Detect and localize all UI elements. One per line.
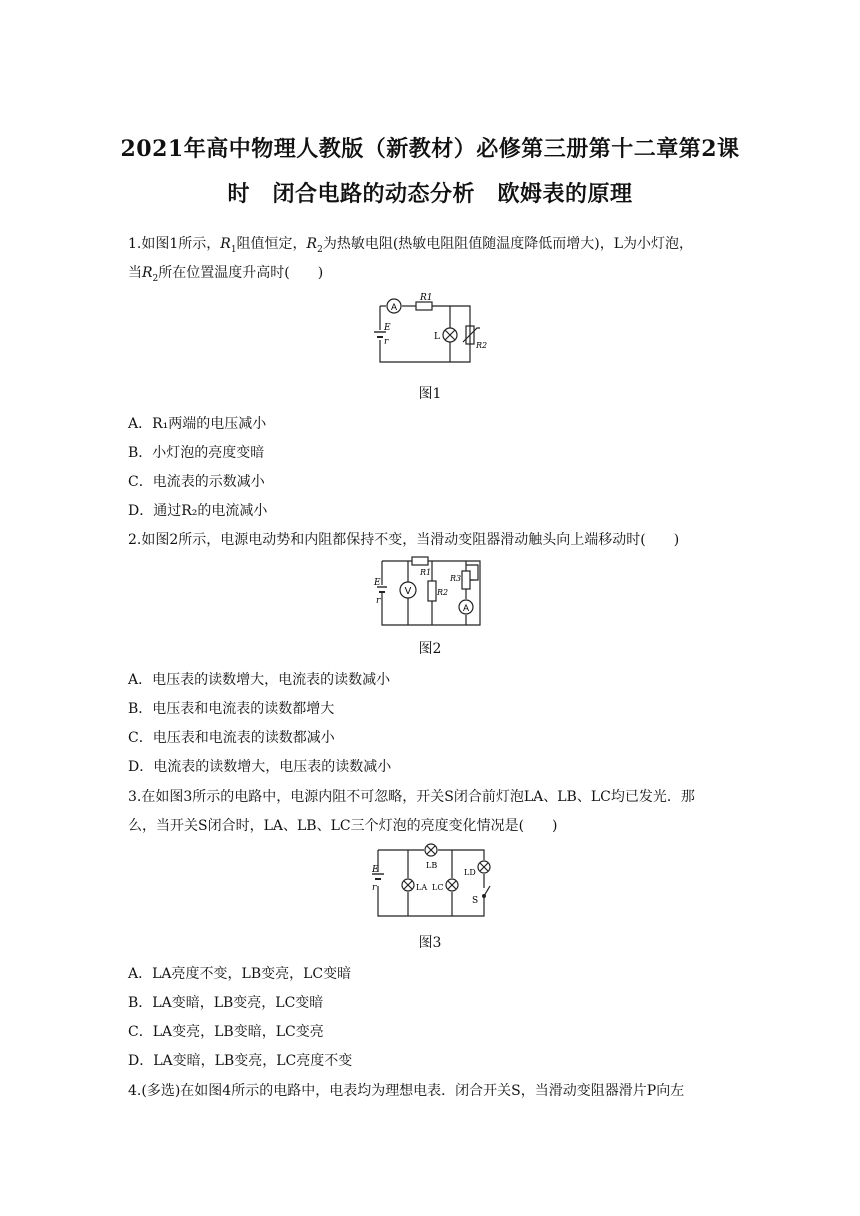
fig3-la-label: LA: [416, 883, 428, 892]
q1-stem-line-2: 当$R_2$所在位置温度升高时( ): [128, 265, 324, 284]
fig1-r1-label: R1: [420, 293, 433, 303]
q2-option-a: A．电压表的读数增大，电流表的读数减小: [128, 672, 391, 688]
q2-option-c: C．电压表和电流表的读数都减小: [128, 730, 335, 746]
q1-option-c: C．电流表的示数减小: [128, 474, 265, 490]
fig2-r3-label: R3: [450, 574, 462, 583]
q1-option-b: B．小灯泡的亮度变暗: [128, 445, 265, 461]
q3-stem-line-2: 么，当开关S闭合时，LA、LB、LC三个灯泡的亮度变化情况是( ): [128, 818, 558, 834]
fig3-r-label: r: [372, 883, 377, 893]
fig2-ammeter-label: A: [462, 603, 470, 613]
q1-stem-part: 1.如图1所示，: [128, 236, 221, 252]
fig2-r-label: r: [376, 596, 381, 606]
q1-stem-line-1: 1.如图1所示，$R_1$阻值恒定，$R_2$为热敏电阻(热敏电阻阻值随温度降低而增大)，L为小灯泡，: [128, 236, 694, 255]
figure-2-caption: 图2: [418, 641, 442, 657]
q2-option-b: B．电压表和电流表的读数都增大: [128, 701, 335, 717]
fig1-ammeter-label: A: [390, 302, 398, 312]
q3-option-c: C．LA变亮，LB变暗，LC变亮: [128, 1024, 324, 1040]
q1-stem-part: 当: [128, 265, 142, 281]
q3-option-a: A．LA亮度不变，LB变亮，LC变暗: [128, 966, 352, 982]
page-title-line-2: 时 闭合电路的动态分析 欧姆表的原理: [227, 181, 633, 207]
q2-option-d: D．电流表的读数增大，电压表的读数减小: [128, 759, 392, 775]
q1-stem-part: 所在位置温度升高时( ): [158, 265, 324, 281]
fig1-lamp-label: L: [434, 332, 440, 342]
fig3-switch-label: S: [472, 896, 479, 906]
q3-stem-line-1: 3.在如图3所示的电路中，电源内阻不可忽略，开关S闭合前灯泡LA、LB、LC均已发光．那: [128, 789, 695, 805]
fig1-r-label: r: [384, 337, 389, 347]
fig1-e-label: E: [384, 323, 391, 333]
q1-option-d: D．通过R₂的电流减小: [128, 503, 268, 519]
figure-1-circuit: [368, 292, 498, 368]
fig3-lb-label: LB: [426, 861, 438, 870]
fig2-e-label: E: [374, 578, 381, 588]
fig2-voltmeter-label: V: [404, 586, 412, 597]
page-title-line-1: 2021年高中物理人教版（新教材）必修第三册第十二章第2课: [120, 136, 740, 162]
figure-3-caption: 图3: [418, 935, 442, 951]
fig2-r2-label: R2: [437, 588, 449, 597]
q1-stem-part: 阻值恒定，: [236, 236, 307, 252]
q3-option-d: D．LA变暗，LB变亮，LC亮度不变: [128, 1053, 353, 1069]
figure-2-circuit: [370, 555, 490, 631]
q2-stem: 2.如图2所示，电源电动势和内阻都保持不变，当滑动变阻器滑动触头向上端移动时( ): [128, 532, 680, 548]
q3-option-b: B．LA变暗，LB变亮，LC变暗: [128, 995, 324, 1011]
figure-3-circuit: [366, 842, 496, 918]
fig3-e-label: E: [372, 865, 379, 875]
fig2-r1-label: R1: [420, 568, 432, 577]
fig3-lc-label: LC: [432, 883, 444, 892]
fig3-ld-label: LD: [464, 868, 476, 877]
q1-option-a: A．R₁两端的电压减小: [128, 416, 267, 432]
q1-stem-part: 为热敏电阻(热敏电阻阻值随温度降低而增大)，L为小灯泡，: [322, 236, 694, 252]
q4-stem: 4.(多选)在如图4所示的电路中，电表均为理想电表．闭合开关S，当滑动变阻器滑片P向左: [128, 1083, 685, 1099]
figure-1-caption: 图1: [418, 386, 442, 402]
fig1-r2-label: R2: [476, 341, 488, 350]
